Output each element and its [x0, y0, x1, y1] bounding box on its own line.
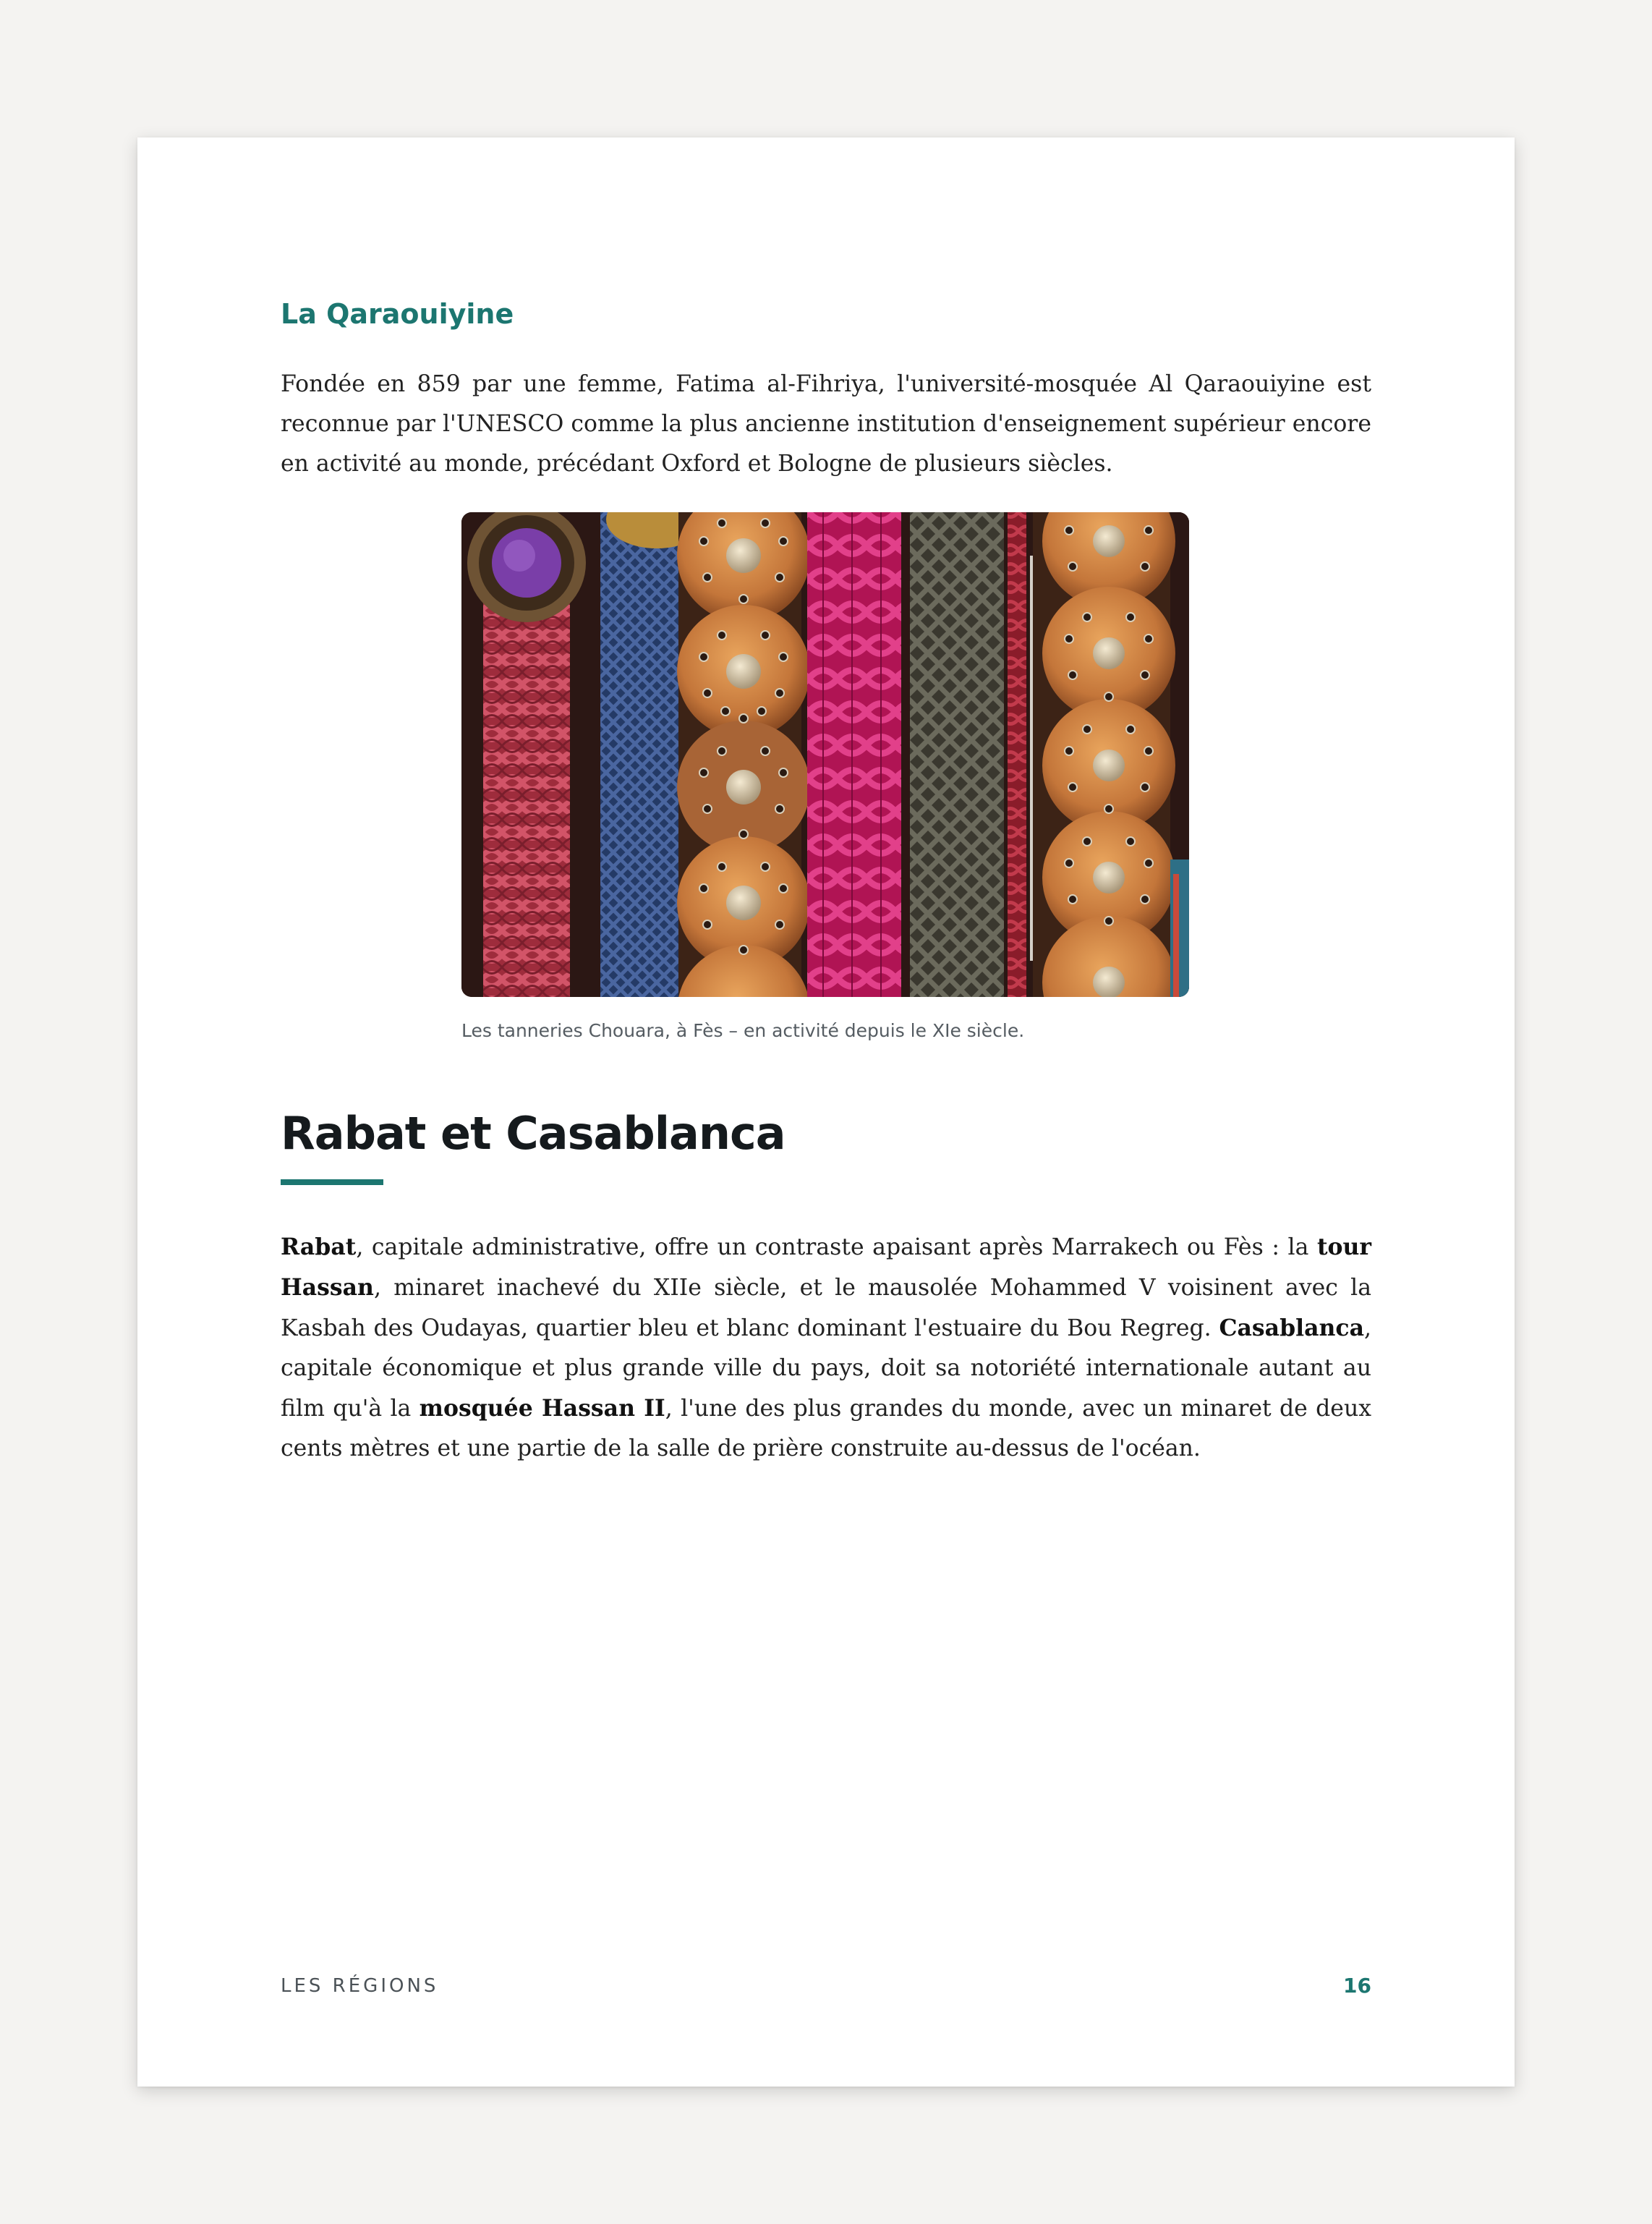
- text-run: , l'une des plus grandes du monde, avec un minaret de deux cents mètres et une partie de la salle de prière construite au-dessus de l'océan.: [281, 1396, 1371, 1461]
- figure: [461, 512, 1189, 1041]
- rabat-paragraph: [281, 1227, 1371, 1469]
- bold-term: Rabat: [281, 1234, 357, 1260]
- heading-underline: [281, 1179, 383, 1185]
- text-run: , minaret inachevé du XIIe siècle, et le mausolée Mohammed V voisinent avec la Kasbah des Oudayas, quartier bleu et blanc dominant l'estuaire du Bou Regreg.: [281, 1275, 1371, 1341]
- text-run: , capitale administrative, offre un contraste apaisant après Marrakech ou Fès : la: [356, 1234, 1317, 1260]
- footer-section-label: LES RÉGIONS: [281, 1975, 439, 1997]
- photo-leather-belts: [461, 512, 1189, 997]
- bold-term: Casablanca: [1219, 1315, 1364, 1341]
- section-heading-rabat-casablanca: Rabat et Casablanca: [281, 1107, 785, 1160]
- text-run: , capitale économique et plus grande ville du pays, doit sa notoriété internationale autant au film qu'à la: [281, 1315, 1371, 1422]
- bold-term: tour Hassan: [281, 1234, 1371, 1301]
- intro-paragraph: Fondée en 859 par une femme, Fatima al-Fihriya, l'université-mosquée Al Qaraouiyine est reconnue par l'UNESCO comme la plus ancienne institution d'enseignement supérieur encore en activité au monde, précédant Oxford et Bologne de plusieurs siècles.: [281, 371, 1371, 477]
- figure-caption: Les tanneries Chouara, à Fès – en activité depuis le XIe siècle.: [461, 1020, 1025, 1041]
- bold-term: mosquée Hassan II: [419, 1395, 665, 1422]
- page-number: 16: [1343, 1974, 1371, 1998]
- document-page: [137, 137, 1515, 2087]
- subheading-qaraouiyine: La Qaraouiyine: [281, 298, 514, 330]
